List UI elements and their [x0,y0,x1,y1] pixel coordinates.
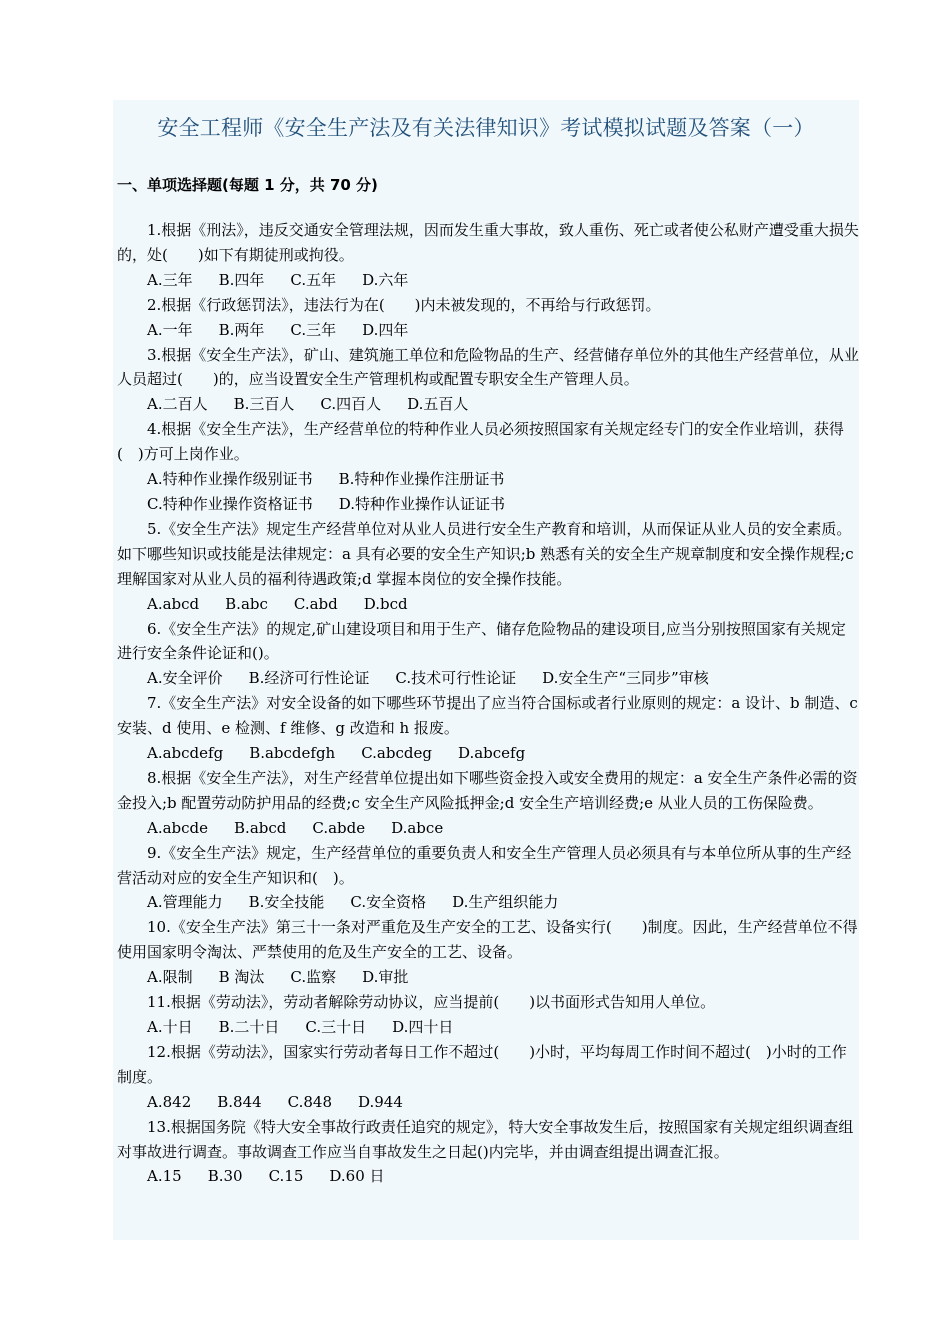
answer-option: A.管理能力 [147,893,223,912]
answer-option: B.30 [207,1167,243,1186]
answer-option: A.特种作业操作级别证书 [147,470,313,489]
answer-option: B.四年 [218,270,265,289]
section-heading: 一、单项选择题(每题 1 分，共 70 分) [117,176,378,194]
answer-option: D.安全生产“三同步”审核 [542,669,709,688]
answer-options [117,890,859,915]
answer-option: A.abcd [147,594,200,613]
answer-option: C.四百人 [320,395,382,414]
answer-option: D.四年 [362,320,409,339]
answer-option: C.特种作业操作资格证书 [147,494,313,513]
answer-option: A.842 [147,1092,192,1111]
answer-option: B.特种作业操作注册证书 [338,470,505,489]
answer-option: C.安全资格 [350,893,427,912]
question-text: 2.根据《行政惩罚法》，违法行为在( )内未被发现的，不再给与行政惩罚。 [147,295,661,314]
answer-option: B.abcdefgh [249,744,336,763]
answer-options [117,268,859,293]
answer-option: D.60 日 [329,1167,385,1186]
answer-option: A.abcde [147,818,209,837]
answer-option: B.安全技能 [248,893,325,912]
answer-option: D.五百人 [407,395,469,414]
question-text: 12.根据《劳动法》，国家实行劳动者每日工作不超过( )小时，平均每周工作时间不超过( )小时的工作制度。 [117,1042,847,1086]
question-text: 10.《安全生产法》第三十一条对严重危及生产安全的工艺、设备实行( )制度。因此，生产经营单位不得使用国家明令淘汰、严禁使用的危及生产安全的工艺、设备。 [117,918,858,962]
answer-option: D.四十日 [392,1018,454,1036]
answer-option: C.abd [293,594,338,613]
answer-option: A.一年 [147,320,193,339]
answer-options [117,467,859,492]
answer-option: C.abcdeg [361,744,432,763]
answer-option: A.二百人 [147,395,208,414]
answer-option: C.848 [287,1092,332,1111]
question-text: 6.《安全生产法》的规定,矿山建设项目和用于生产、储存危险物品的建设项目,应当分别按照国家有关规定进行安全条件论证和()。 [117,619,846,663]
answer-option: B.两年 [218,320,265,339]
document-title: 安全工程师《安全生产法及有关法律知识》考试模拟试题及答案（一） [157,116,815,140]
answer-option: A.限制 [147,968,193,987]
answer-option: B.abcd [234,818,287,837]
question-text: 4.根据《安全生产法》，生产经营单位的特种作业人员必须按照国家有关规定经专门的安全作业培训，获得( )方可上岗作业。 [117,420,844,464]
answer-option: B.844 [217,1092,262,1111]
question-text: 9.《安全生产法》规定，生产经营单位的重要负责人和安全生产管理人员必须具有与本单位所从事的生产经营活动对应的安全生产知识和( )。 [117,843,852,887]
answer-option: C.三十日 [305,1018,367,1036]
answer-option: C.15 [268,1167,304,1186]
answer-options [117,666,859,691]
answer-options [117,1015,859,1040]
question-text: 3.根据《安全生产法》，矿山、建筑施工单位和危险物品的生产、经营储存单位外的其他生产经营单位，从业人员超过( )的，应当设置安全生产管理机构或配置专职安全生产管理人员。 [117,345,859,389]
answer-option: C.abde [312,818,366,837]
answer-options [117,392,859,417]
answer-option: A.abcdefg [147,744,224,763]
answer-option: D.特种作业操作认证证书 [338,494,505,513]
answer-option: D.abcefg [457,744,526,763]
answer-options [117,1090,859,1115]
answer-option: B.经济可行性论证 [248,669,370,688]
answer-options [117,592,859,617]
answer-option: C.监察 [290,968,337,987]
answer-option: B 淘汰 [218,968,265,987]
answer-options [117,492,859,517]
answer-option: D.生产组织能力 [452,893,559,912]
answer-option: A.三年 [147,270,193,289]
answer-option: B.abc [225,594,268,613]
question-text: 1.根据《刑法》，违反交通安全管理法规，因而发生重大事故，致人重伤、死亡或者使公私财产遭受重大损失的，处( )如下有期徒刑或拘役。 [117,221,859,264]
question-text: 13.根据国务院《特大安全事故行政责任追究的规定》，特大安全事故发生后，按照国家有关规定组织调查组对事故进行调查。事故调查工作应当自事故发生之日起()内完毕，并由调查组提出调查汇报。 [117,1117,854,1161]
answer-option: A.十日 [147,1018,193,1036]
question-list [117,218,859,1189]
answer-option: D.审批 [362,968,409,987]
answer-option: B.二十日 [218,1018,280,1036]
question-text: 7.《安全生产法》对安全设备的如下哪些环节提出了应当符合国标或者行业原则的规定：a 设计、b 制造、c 安装、d 使用、e 检测、f 维修、g 改造和 h 报废。 [117,694,858,738]
answer-options [117,816,859,841]
answer-option: D.abce [391,818,444,837]
answer-options [117,1164,859,1189]
answer-options [117,318,859,343]
answer-options [117,741,859,766]
answer-options [117,965,859,990]
answer-option: C.技术可行性论证 [395,669,517,688]
answer-option: D.bcd [363,594,408,613]
answer-option: A.安全评价 [147,669,223,688]
answer-option: D.944 [358,1092,403,1111]
question-text: 11.根据《劳动法》，劳动者解除劳动协议，应当提前( )以书面形式告知用人单位。 [147,993,716,1012]
answer-option: C.五年 [290,270,337,289]
question-text: 8.根据《安全生产法》，对生产经营单位提出如下哪些资金投入或安全费用的规定：a 安全生产条件必需的资金投入;b 配置劳动防护用品的经费;c 安全生产风险抵押金;d 安全生产培训经费;e 从业人员的工伤保险费。 [117,768,858,812]
answer-option: B.三百人 [233,395,295,414]
answer-option: A.15 [147,1167,182,1186]
question-text: 5.《安全生产法》规定生产经营单位对从业人员进行安全生产教育和培训，从而保证从业人员的安全素质。如下哪些知识或技能是法律规定：a 具有必要的安全生产知识;b 熟悉有关的安全生产规章制度和安全操作规程;c 理解国家对从业人员的福利待遇政策;d 掌握本岗位的安全操作技能。 [117,519,854,588]
answer-option: D.六年 [362,270,409,289]
answer-option: C.三年 [290,320,337,339]
